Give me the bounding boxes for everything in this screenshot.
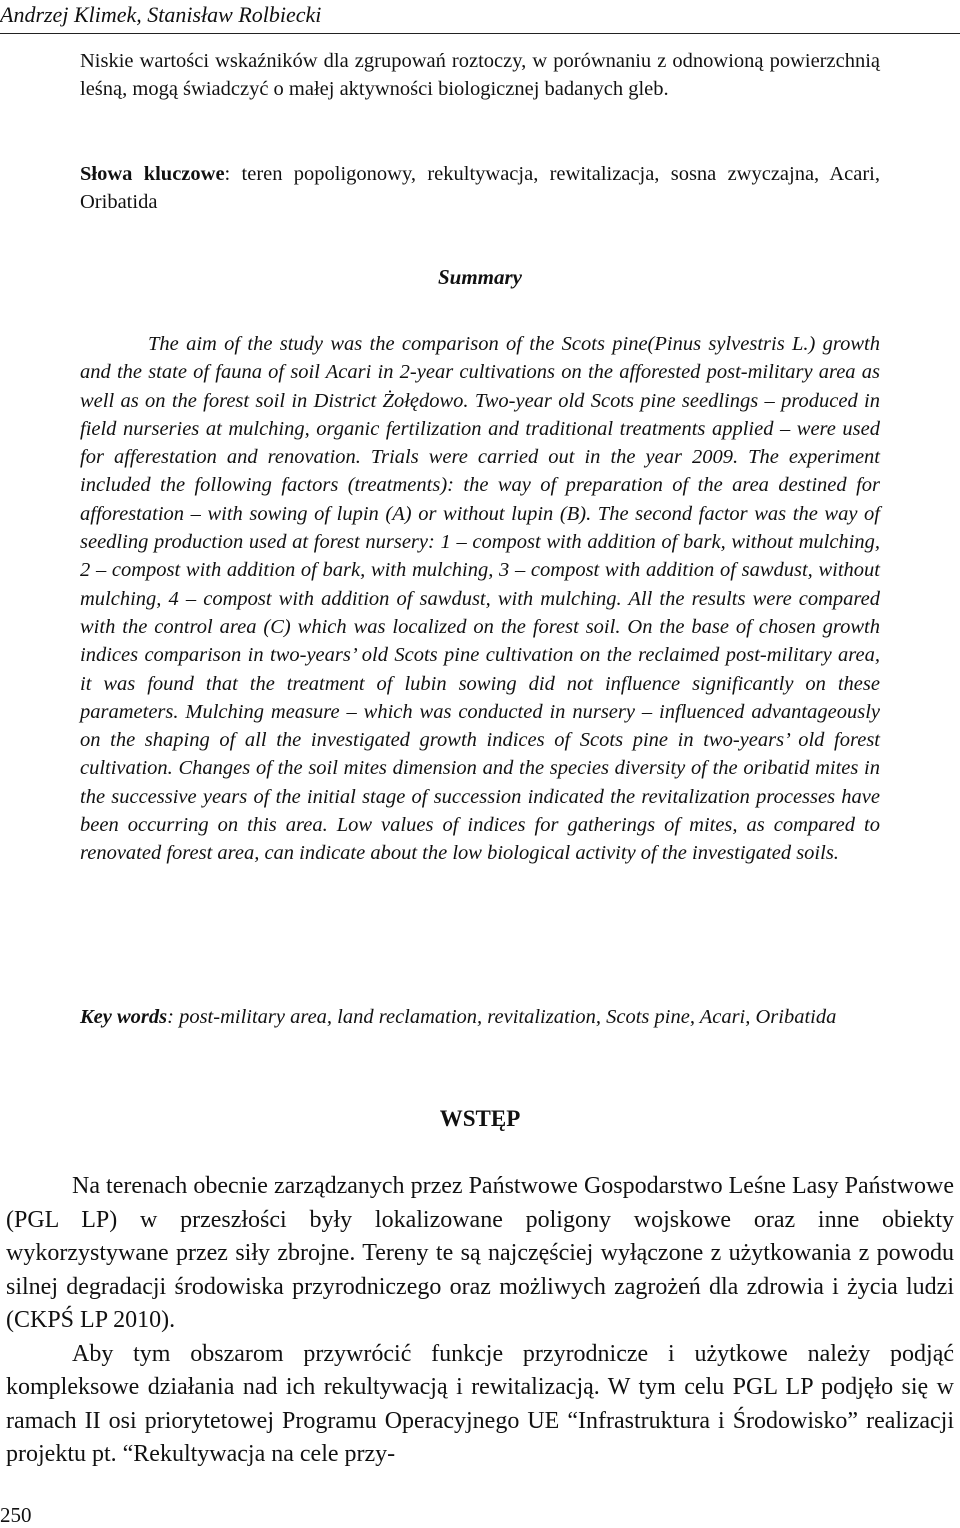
page-number: 250 xyxy=(0,1503,32,1527)
intro-paragraph-1: Na terenach obecnie zarządzanych przez Państwowe Gospodarstwo Leśne Lasy Państwowe (PGL LP) w przeszłości były lokalizowane poligony wojskowe oraz inne obiekty wykorzystywane przez siły zbrojne. Tereny te są najczęściej wyłączone z użytkowania z powodu silnej degradacji środowiska przyrodniczego oraz możliwych zagrożeń dla zdrowia i życia ludzi (CKPŚ LP 2010). xyxy=(6,1173,954,1333)
abstract-pl-conclusion: Niskie wartości wskaźników dla zgrupowań roztoczy, w porównaniu z odnowioną powierzchnią leśną, mogą świadczyć o małej aktywności biologicznej badanych gleb. xyxy=(80,50,880,100)
intro-body xyxy=(6,1170,954,1472)
header-rule xyxy=(0,33,960,34)
running-header-authors: Andrzej Klimek, Stanisław Rolbiecki xyxy=(0,2,322,27)
intro-paragraph-2: Aby tym obszarom przywrócić funkcje przyrodnicze i użytkowe należy podjąć kompleksowe działania nad ich rekultywacją i rewitalizacją. W tym celu PGL LP podjęło się w ramach II osi priorytetowej Programu Operacyjnego UE “Infrastruktura i Środowisko” realizacji projektu pt. “Rekultywacja na cele przy- xyxy=(6,1340,954,1467)
keywords-en-text: : post-military area, land reclamation, revitalization, Scots pine, Acari, Oribatida xyxy=(167,1006,837,1028)
summary-text: The aim of the study was the comparison of the Scots pine(Pinus sylvestris L.) growth and the state of fauna of soil Acari in 2-year cultivations on the afforested post-military area as well as on the forest soil in District Żołędowo. Two-year old Scots pine seedlings – produced in field nurseries at mulching, organic fertilization and traditional treatments applied – were used for afferestation and renovation. Trials were carried out in the year 2009. The experiment included the following factors (treatments): the way of preparation of the area destined for afforestation – with sowing of lupin (A) or without lupin (B). The second factor was the way of seedling production used at forest nursery: 1 – compost with addition of bark, without mulching, 2 – compost with addition of bark, with mulching, 3 – compost with addition of sawdust, without mulching, 4 – compost with addition of sawdust, with mulching. All the results were compared with the control area (C) which was localized on the forest soil. On the base of chosen growth indices comparison in two-years’ old Scots pine cultivation on the reclaimed post-military area, it was found that the treatment of lubin sowing did not influence significantly on these parameters. Mulching measure – which was conducted in nursery – influenced advantageously on the shaping of all the investigated growth indices of Scots pine in two-years’ old forest cultivation. Changes of the soil mites dimension and the species diversity of the oribatid mites in the successive years of the initial stage of succession indicated the revitalization processes have been occurring on this area. Low values of indices for gatherings of mites, as compared to renovated forest area, can indicate about the low biological activity of the investigated soils. xyxy=(80,333,880,865)
keywords-pl-label: Słowa kluczowe xyxy=(80,163,225,185)
section-heading-wstep: WSTĘP xyxy=(439,1106,521,1131)
keywords-pl-text: : teren popoligonowy, rekultywacja, rewitalizacja, sosna zwyczajna, Acari, Oribatida xyxy=(80,163,880,213)
keywords-en-label: Key words xyxy=(80,1006,168,1028)
keywords-pl xyxy=(80,160,880,216)
keywords-en xyxy=(80,1003,880,1031)
summary-heading: Summary xyxy=(437,265,523,289)
